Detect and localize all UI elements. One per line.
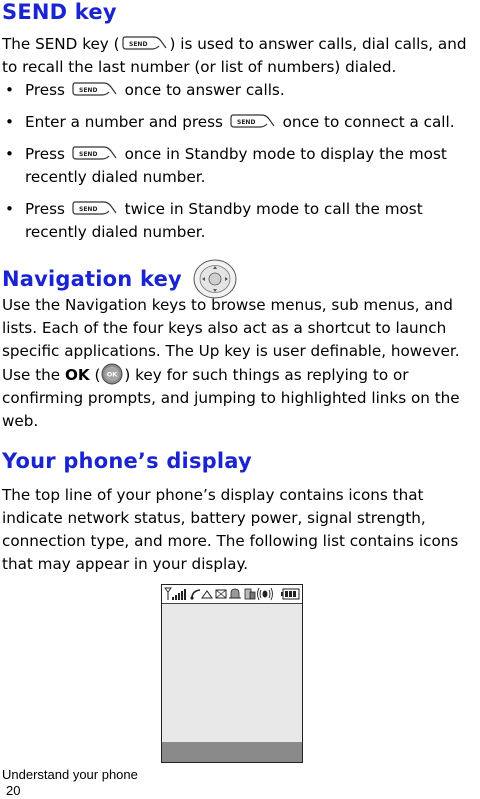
voicemail-icon <box>245 589 255 599</box>
phone-display-illustration <box>161 584 303 763</box>
svg-text:SEND: SEND <box>78 87 98 94</box>
send-key-icon <box>72 198 118 218</box>
bullet-icon: • <box>5 113 14 131</box>
bullet-icon: • <box>5 145 14 163</box>
battery-icon <box>281 589 299 599</box>
status-icons <box>162 585 302 603</box>
svg-text:SEND: SEND <box>236 119 256 126</box>
list-item: • Press SEND once in Standby mode to display the most recently dialed number. <box>5 145 447 186</box>
soft-key-bar <box>162 742 302 762</box>
send-key-icon <box>72 143 118 163</box>
signal-strength-icon <box>165 588 186 600</box>
send-key-icon <box>72 79 118 99</box>
send-key-icon <box>230 111 276 131</box>
send-key-icon <box>122 33 168 53</box>
volume-icon <box>258 588 273 600</box>
alarm-icon <box>229 589 241 598</box>
svg-text:OK: OK <box>107 370 118 379</box>
send-key-intro-before: The SEND key ( <box>2 35 120 53</box>
message-icon <box>216 590 226 598</box>
ok-label: OK <box>64 366 90 384</box>
send-key-intro-after: ) is used to answer calls, dial calls, and to recall the last number (or list of numbers) dialed. <box>2 35 467 76</box>
roaming-icon <box>202 591 212 598</box>
display-body: The top line of your phone’s display contains icons that indicate network status, battery power, signal strength, connection type, and more. The following list contains icons that may appear in your display. <box>2 486 459 573</box>
send-key-bullet-list <box>0 79 480 253</box>
call-icon <box>190 590 200 600</box>
status-bar <box>162 585 302 604</box>
list-item: • Enter a number and press SEND once to connect a call. <box>0 111 480 134</box>
bullet-icon: • <box>5 81 14 99</box>
send-key-icon-text: SEND <box>128 41 147 48</box>
svg-text:SEND: SEND <box>78 206 98 213</box>
bullet-icon: • <box>5 200 14 218</box>
send-key-heading: SEND key <box>2 0 117 24</box>
list-item: • Press SEND once to answer calls. <box>0 79 480 102</box>
navigation-key-heading: Navigation key <box>2 267 182 291</box>
send-key-intro <box>2 33 480 79</box>
navigation-key-body: Use the Navigation keys to browse menus, sub menus, and lists. Each of the four keys also act as a shortcut to launch specific applications. The Up key is user definable, however. Use the OK ( OK ) key for such things as replying to or confirming prompts, and jumping to highlighted links on the web. <box>2 296 460 430</box>
list-item: • Press SEND twice in Standby mode to call the most recently dialed number. <box>5 200 423 241</box>
ok-key-icon <box>101 363 123 385</box>
svg-text:SEND: SEND <box>78 151 98 158</box>
page-number: 20 <box>6 783 21 798</box>
display-heading: Your phone’s display <box>2 449 252 473</box>
footer-section-label: Understand your phone <box>2 767 138 782</box>
